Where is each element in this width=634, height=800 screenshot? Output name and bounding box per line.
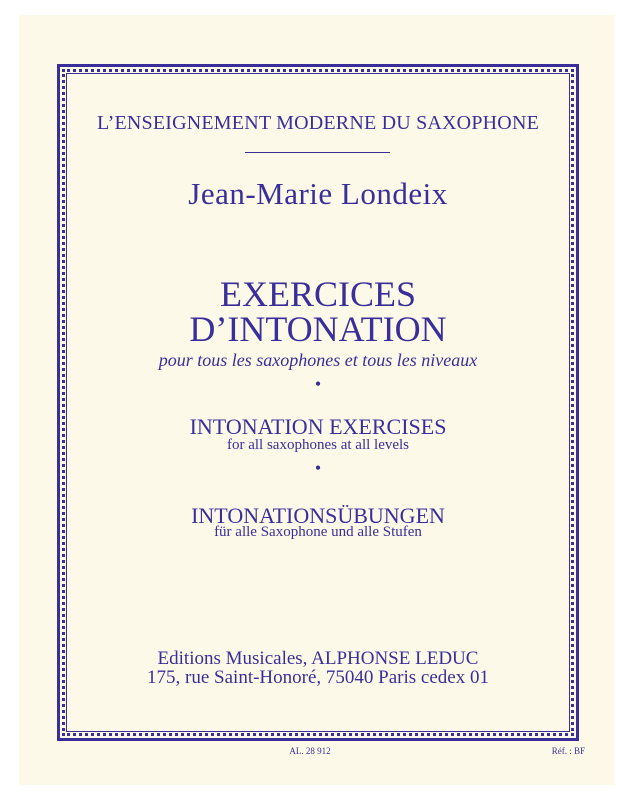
title-german: INTONATIONSÜBUNGEN [191, 503, 445, 528]
title-english: INTONATION EXERCISES [189, 414, 447, 439]
subtitle-german: für alle Saxophone und alle Stufen [214, 524, 422, 540]
separator-bullet-2: • [314, 458, 322, 478]
subtitle-english: for all saxophones at all levels [226, 437, 410, 453]
author-name: Jean-Marie Londeix [188, 176, 448, 211]
main-title-line-2: D’INTONATION [189, 309, 447, 349]
divider-line [245, 152, 390, 153]
publisher-name: Editions Musicales, ALPHONSE LEDUC [157, 648, 479, 669]
reference-code: Réf. : BF [551, 746, 585, 756]
decorative-border-inner-line [66, 73, 570, 732]
catalog-number: AL. 28 912 [289, 746, 331, 756]
subtitle-french: pour tous les saxophones et tous les niveaux [158, 350, 478, 370]
separator-bullet: • [314, 374, 322, 394]
decorative-border [57, 64, 579, 741]
series-title: L’ENSEIGNEMENT MODERNE DU SAXOPHONE [97, 112, 539, 134]
publisher-address: 175, rue Saint-Honoré, 75040 Paris cedex 01 [147, 667, 489, 688]
main-title-line-1: EXERCICES [219, 274, 416, 314]
